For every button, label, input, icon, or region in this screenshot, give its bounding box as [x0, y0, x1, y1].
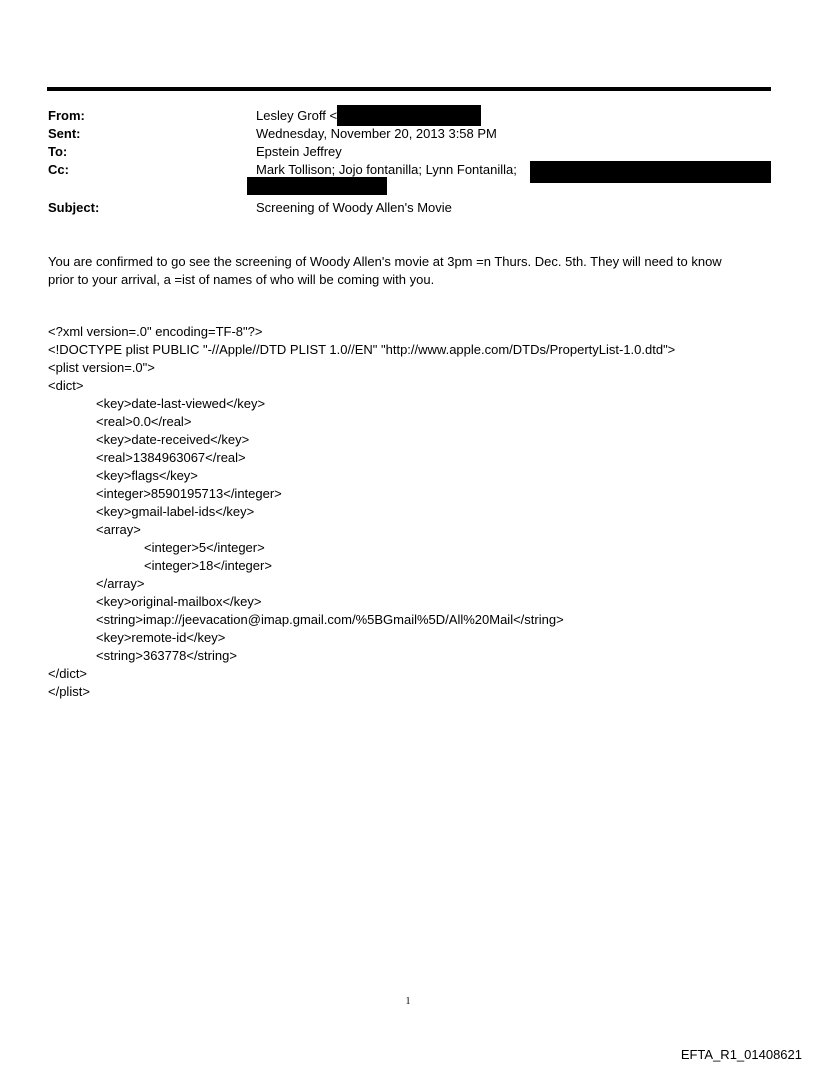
plist-line: </array>	[96, 576, 145, 591]
bates-number: EFTA_R1_01408621	[680, 1047, 802, 1062]
plist-line: <integer>18</integer>	[144, 558, 272, 573]
plist-block	[48, 323, 675, 701]
from-label: From:	[48, 108, 85, 123]
header-rule	[47, 87, 771, 91]
cc-label: Cc:	[48, 162, 69, 177]
plist-line: <dict>	[48, 378, 84, 393]
plist-line: <!DOCTYPE plist PUBLIC "-//Apple//DTD PLIST 1.0//EN" "http://www.apple.com/DTDs/PropertyList-1.0.dtd">	[48, 342, 676, 357]
page-number: 1	[405, 996, 411, 1007]
plist-line: <key>remote-id</key>	[96, 630, 226, 645]
redaction-box	[247, 177, 387, 195]
plist-line: <string>imap://jeevacation@imap.gmail.com/%5BGmail%5D/All%20Mail</string>	[96, 612, 564, 627]
redaction-box	[530, 161, 771, 183]
to-value: Epstein Jeffrey	[256, 144, 342, 159]
plist-line: <real>1384963067</real>	[96, 450, 246, 465]
cc-value: Mark Tollison; Jojo fontanilla; Lynn Fontanilla;	[256, 162, 517, 177]
plist-line: <key>original-mailbox</key>	[96, 594, 262, 609]
plist-line: <key>gmail-label-ids</key>	[96, 504, 255, 519]
plist-line: <real>0.0</real>	[96, 414, 192, 429]
plist-line: <key>date-last-viewed</key>	[96, 396, 266, 411]
plist-line: <plist version=.0">	[48, 360, 155, 375]
plist-line: <integer>5</integer>	[144, 540, 265, 555]
plist-line: <key>date-received</key>	[96, 432, 250, 447]
to-label: To:	[48, 144, 68, 159]
subject-value: Screening of Woody Allen's Movie	[256, 200, 452, 215]
message-body	[48, 253, 768, 289]
plist-line: <string>363778</string>	[96, 648, 237, 663]
plist-line: <?xml version=.0" encoding=TF-8"?>	[48, 324, 263, 339]
sent-value: Wednesday, November 20, 2013 3:58 PM	[256, 126, 497, 141]
body-line: prior to your arrival, a =ist of names of who will be coming with you.	[48, 272, 435, 287]
body-line: You are confirmed to go see the screening of Woody Allen's movie at 3pm =n Thurs. Dec. 5th. They will need to know	[48, 254, 722, 269]
from-value: Lesley Groff <	[256, 108, 338, 123]
plist-line: </dict>	[48, 666, 88, 681]
subject-label: Subject:	[48, 200, 100, 215]
plist-line: </plist>	[48, 684, 90, 699]
redaction-box	[337, 105, 481, 126]
plist-line: <integer>8590195713</integer>	[96, 486, 282, 501]
sent-label: Sent:	[48, 126, 81, 141]
plist-line: <array>	[96, 522, 141, 537]
plist-line: <key>flags</key>	[96, 468, 198, 483]
